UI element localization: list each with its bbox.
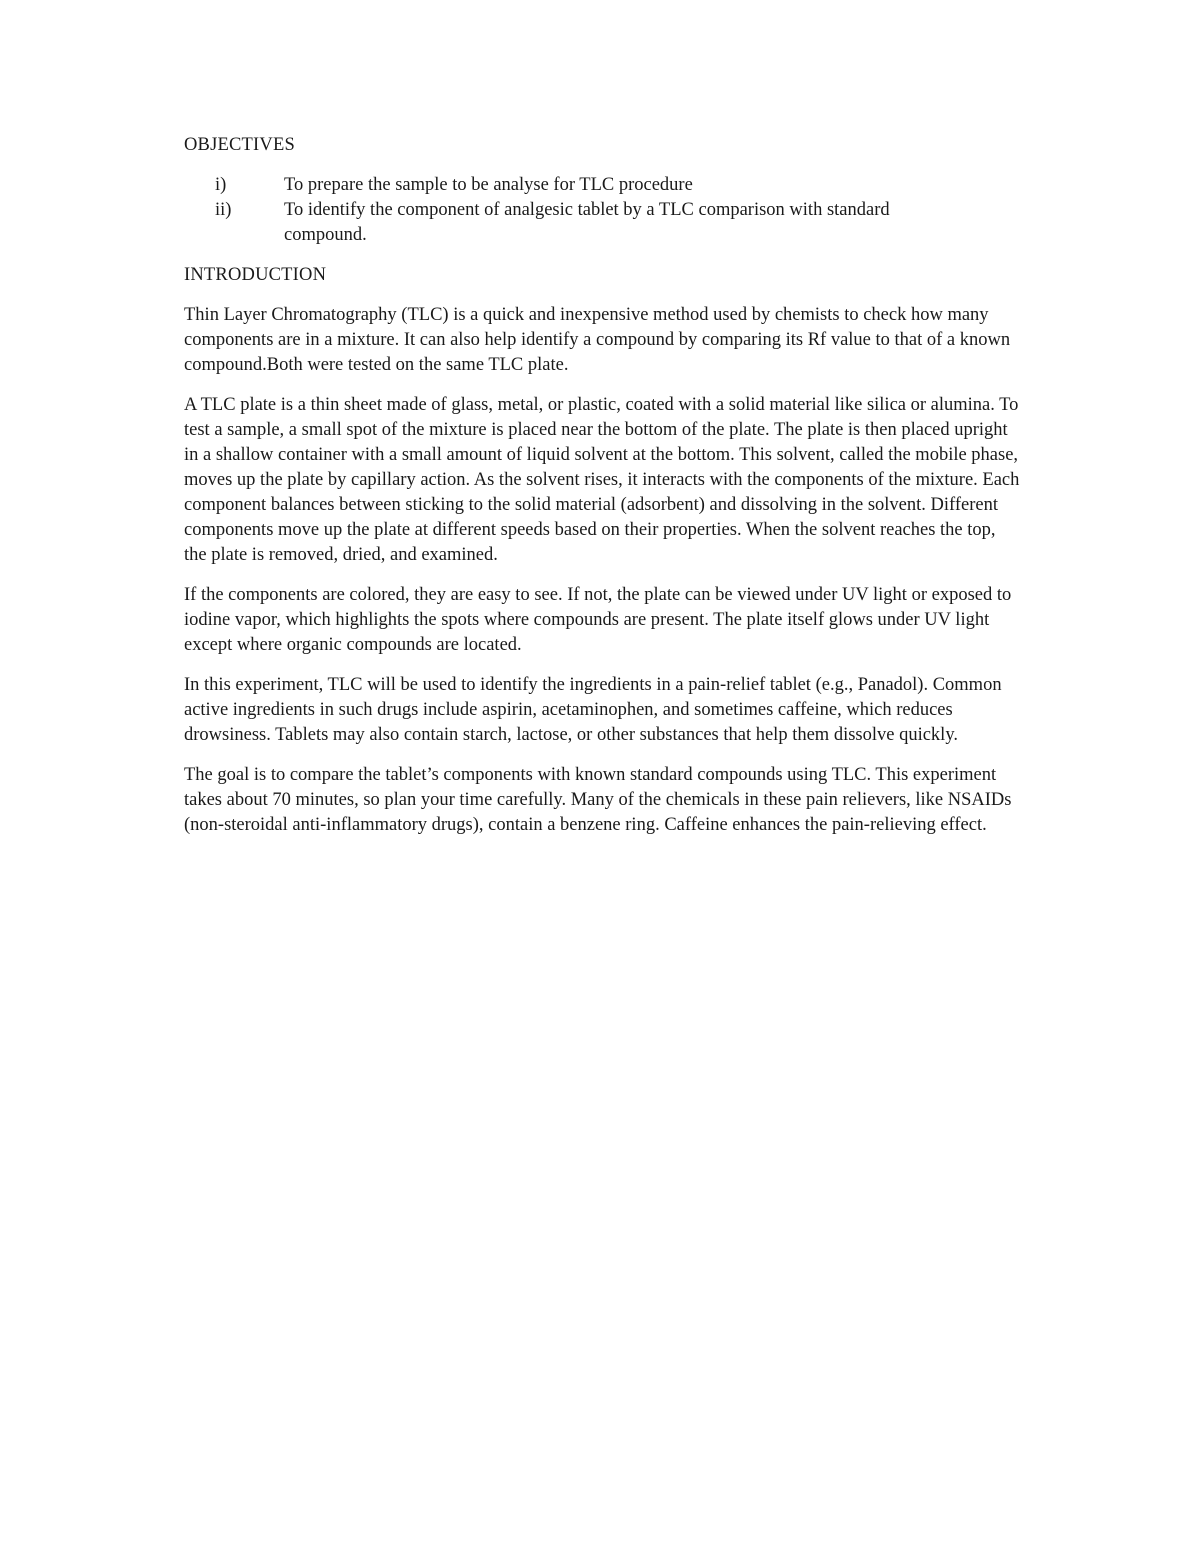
list-item xyxy=(184,198,1020,248)
list-item xyxy=(184,173,1020,198)
intro-paragraph-4: In this experiment, TLC will be used to identify the ingredients in a pain-relief tablet (e.g., Panadol). Common active ingredients in such drugs include aspirin, acetaminophen, and sometimes caffeine, which reduces drowsiness. Tablets may also contain starch, lactose, or other substances that help them dissolve quickly. xyxy=(184,675,1002,745)
introduction-heading: INTRODUCTION xyxy=(184,265,327,285)
intro-paragraph-5: The goal is to compare the tablet’s components with known standard compounds using TLC. This experiment takes about 70 minutes, so plan your time carefully. Many of the chemicals in these pain relievers, like NSAIDs (non-steroidal anti-inflammatory drugs), contain a benzene ring. Caffeine enhances the pain-relieving effect. xyxy=(184,765,1012,835)
objective-number: i) xyxy=(215,175,227,195)
intro-paragraph-1: Thin Layer Chromatography (TLC) is a quick and inexpensive method used by chemists to check how many components are in a mixture. It can also help identify a compound by comparing its Rf value to that of a known compound.Both were tested on the same TLC plate. xyxy=(184,305,1011,375)
objectives-heading: OBJECTIVES xyxy=(184,135,295,155)
intro-paragraph-2: A TLC plate is a thin sheet made of glass, metal, or plastic, coated with a solid material like silica or alumina. To test a sample, a small spot of the mixture is placed near the bottom of the plate. The plate is then placed upright in a shallow container with a small amount of liquid solvent at the bottom. This solvent, called the mobile phase, moves up the plate by capillary action. As the solvent rises, it interacts with the components of the mixture. Each component balances between sticking to the solid material (adsorbent) and dissolving in the solvent. Different components move up the plate at different speeds based on their properties. When the solvent reaches the top, the plate is removed, dried, and examined. xyxy=(184,395,1020,565)
objective-text: To prepare the sample to be analyse for TLC procedure xyxy=(284,175,693,195)
objective-text: To identify the component of analgesic tablet by a TLC comparison with standard compound. xyxy=(284,200,890,245)
objectives-list xyxy=(184,173,1020,248)
intro-paragraph-3: If the components are colored, they are easy to see. If not, the plate can be viewed under UV light or exposed to iodine vapor, which highlights the spots where compounds are present. The plate itself glows under UV light except where organic compounds are located. xyxy=(184,585,1012,655)
document-body xyxy=(184,133,1020,838)
objective-number: ii) xyxy=(215,200,232,220)
